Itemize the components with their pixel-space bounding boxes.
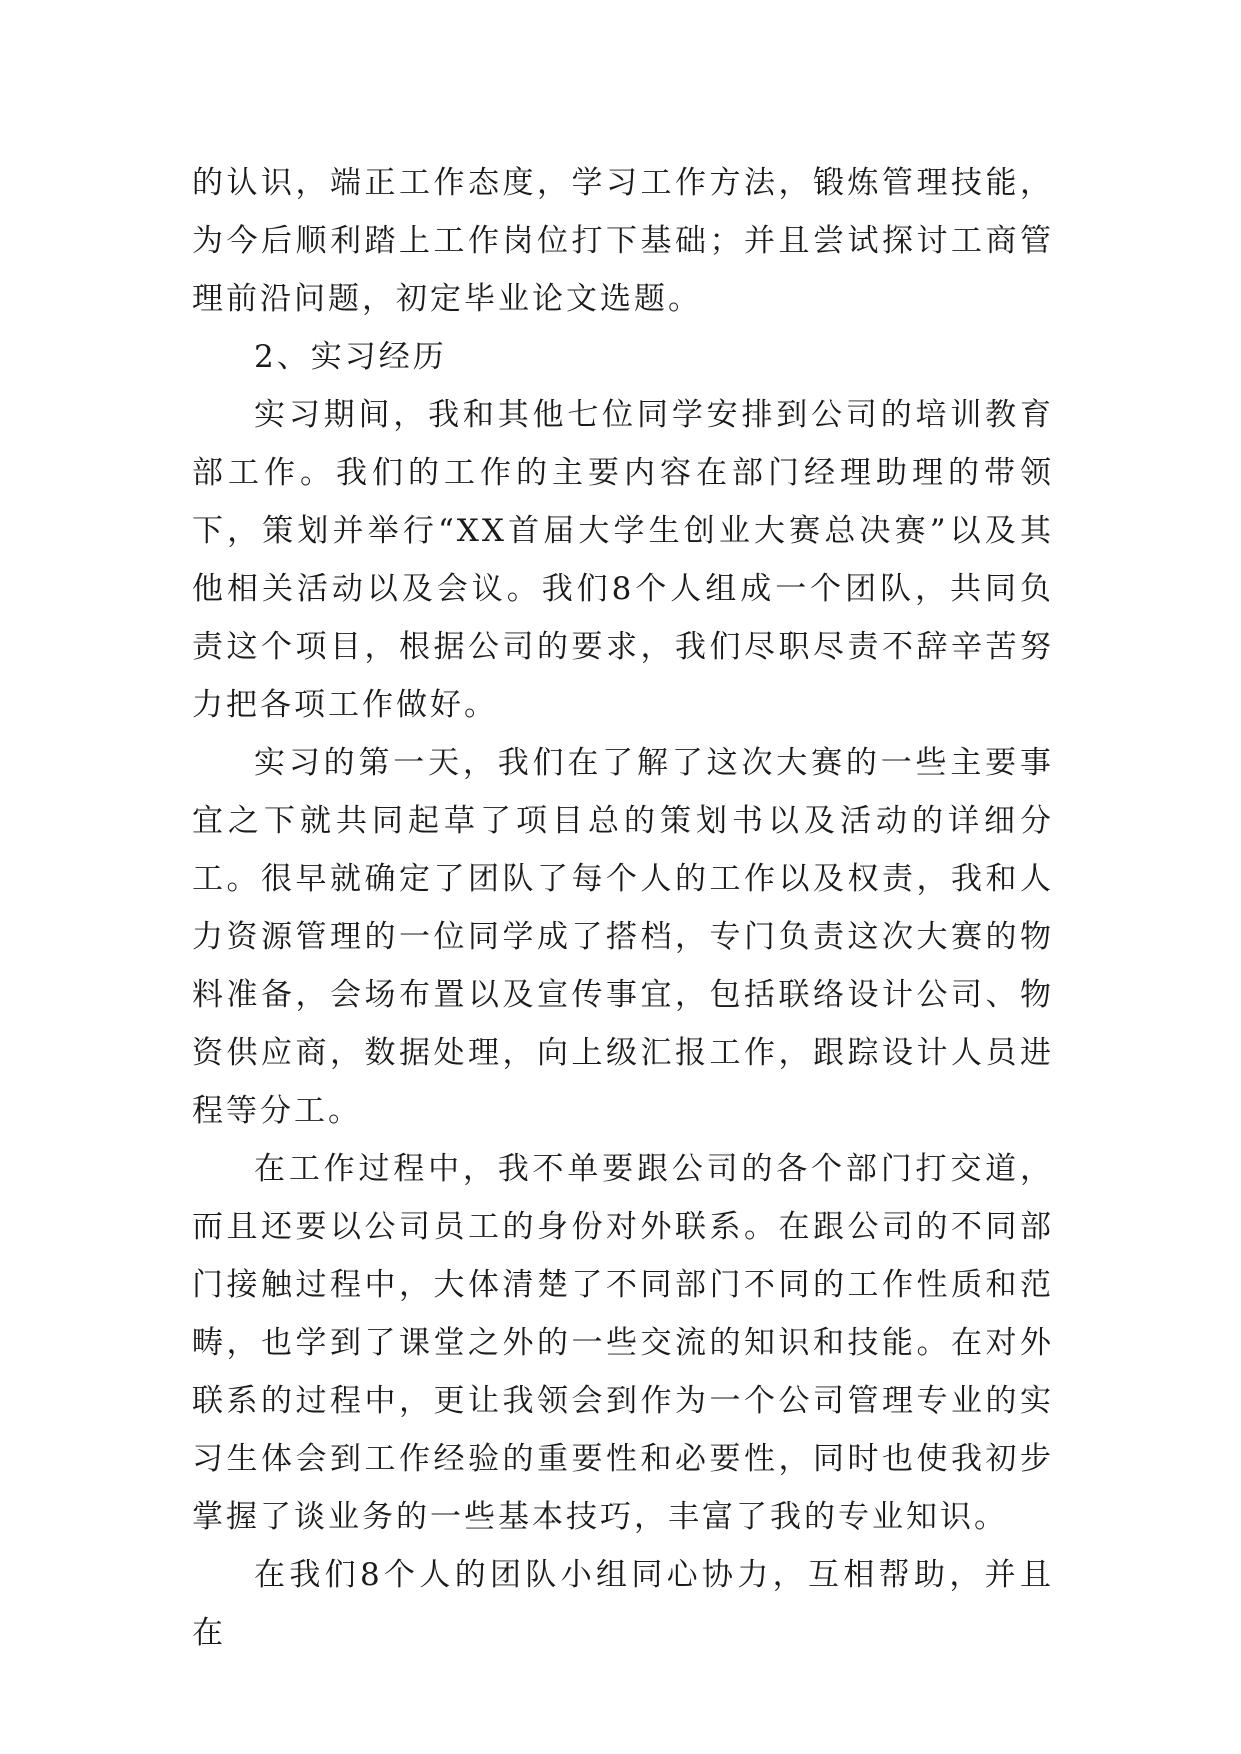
section-heading-internship-experience: 2、实习经历 <box>254 339 447 375</box>
paragraph-team: 在我们8个人的团队小组同心协力，互相帮助，并且在 <box>192 1557 1054 1651</box>
paragraph-intro-continued: 的认识，端正工作态度，学习工作方法，锻炼管理技能，为今后顺利踏上工作岗位打下基础；并且尝试探讨工商管理前沿问题，初定毕业论文选题。 <box>192 165 1054 317</box>
document-body <box>192 154 1054 1662</box>
paragraph-work-process: 在工作过程中，我不单要跟公司的各个部门打交道，而且还要以公司员工的身份对外联系。在跟公司的不同部门接触过程中，大体清楚了不同部门不同的工作性质和范畴，也学到了课堂之外的一些交流的知识和技能。在对外联系的过程中，更让我领会到作为一个公司管理专业的实习生体会到工作经验的重要性和必要性，同时也使我初步掌握了谈业务的一些基本技巧，丰富了我的专业知识。 <box>192 1151 1054 1535</box>
paragraph-internship-period: 实习期间，我和其他七位同学安排到公司的培训教育部工作。我们的工作的主要内容在部门经理助理的带领下，策划并举行“XX首届大学生创业大赛总决赛”以及其他相关活动以及会议。我们8个人组成一个团队，共同负责这个项目，根据公司的要求，我们尽职尽责不辞辛苦努力把各项工作做好。 <box>192 397 1054 723</box>
paragraph-first-day: 实习的第一天，我们在了解了这次大赛的一些主要事宜之下就共同起草了项目总的策划书以及活动的详细分工。很早就确定了团队了每个人的工作以及权责，我和人力资源管理的一位同学成了搭档，专门负责这次大赛的物料准备，会场布置以及宣传事宜，包括联络设计公司、物资供应商，数据处理，向上级汇报工作，跟踪设计人员进程等分工。 <box>192 745 1054 1129</box>
